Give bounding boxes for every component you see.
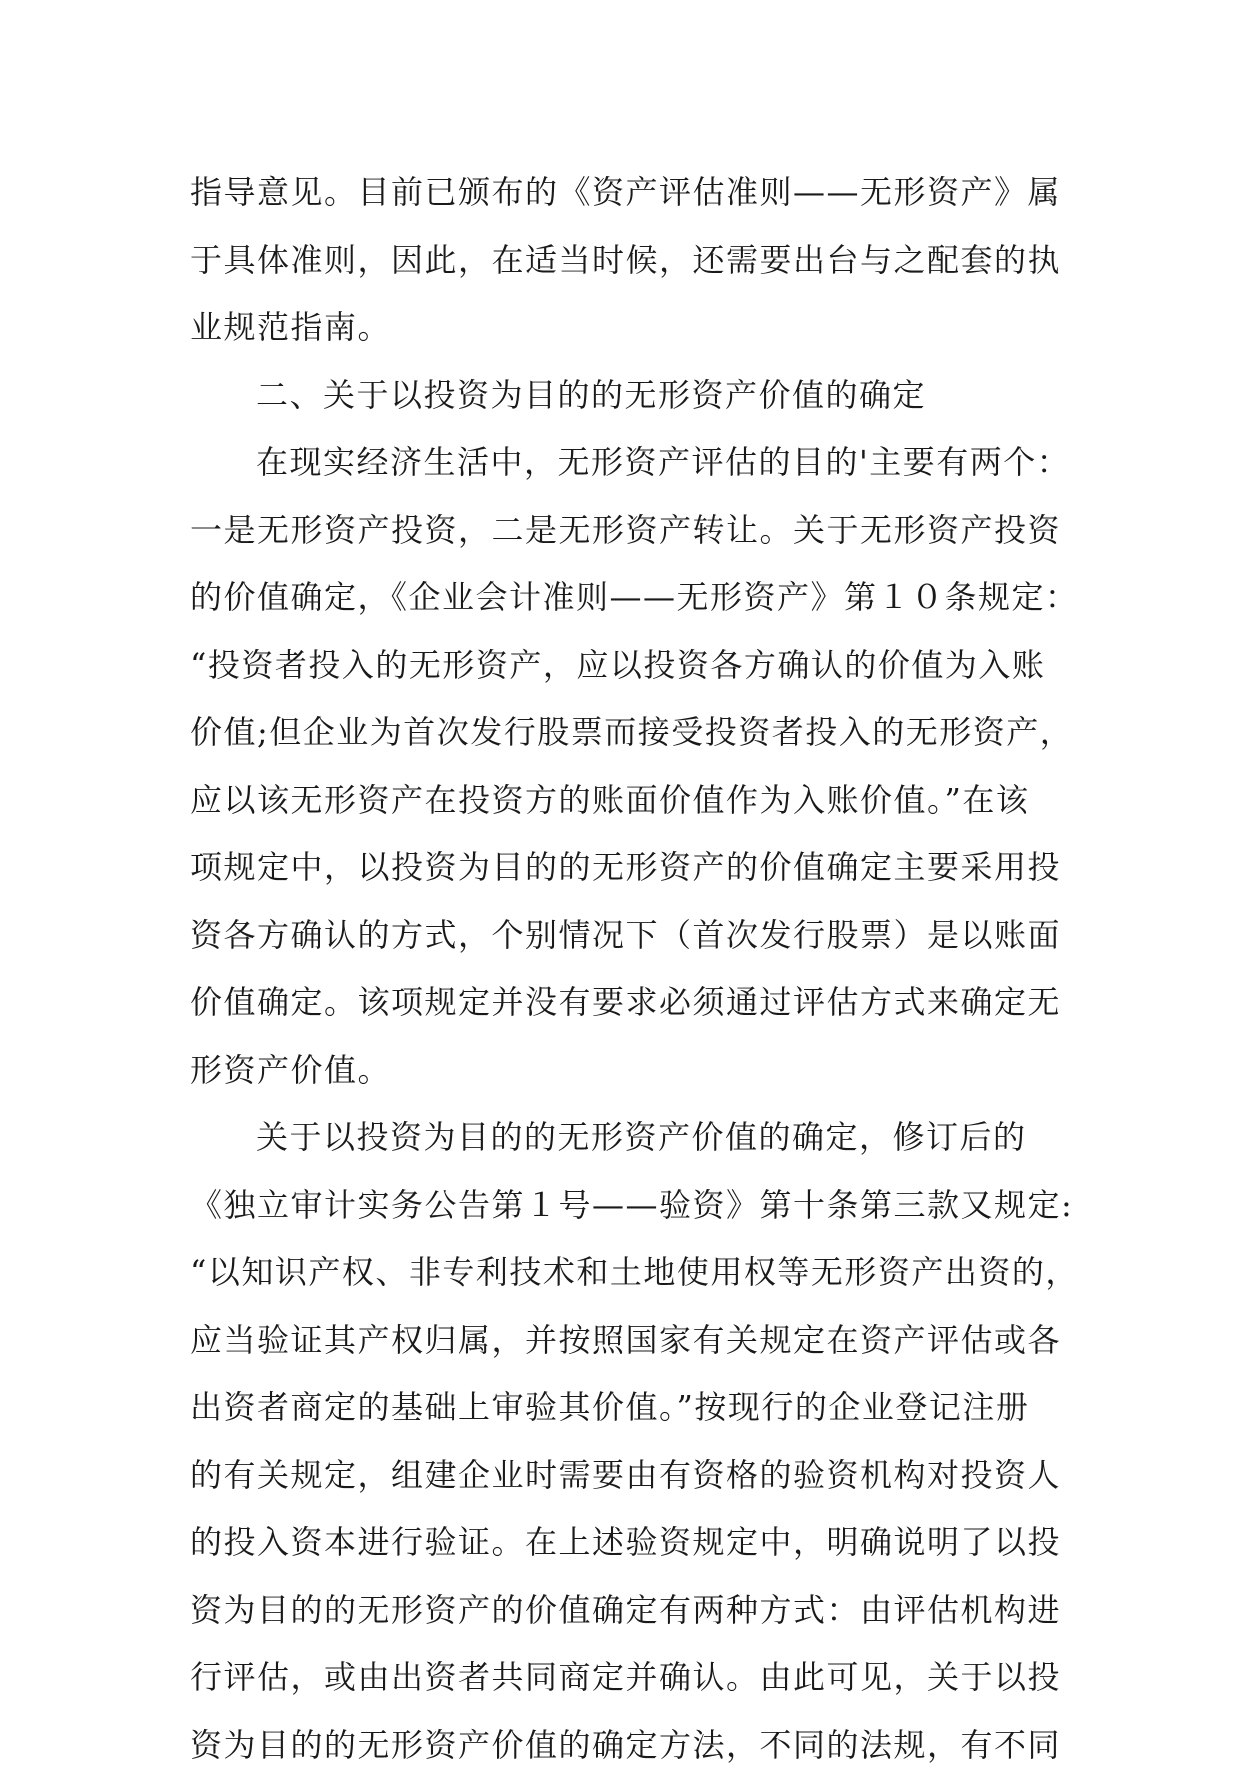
text-line: 资为目的的无形资产的价值确定有两种方式：由评估机构进	[190, 1577, 1050, 1645]
text-line: “以知识产权、非专利技术和土地使用权等无形资产出资的，	[190, 1239, 1050, 1307]
text-line: 项规定中，以投资为目的的无形资产的价值确定主要采用投	[190, 834, 1050, 902]
text-line: 在现实经济生活中，无形资产评估的目的'主要有两个：	[190, 429, 1050, 497]
text-line: 资为目的的无形资产价值的确定方法，不同的法规，有不同	[190, 1712, 1050, 1779]
text-line: 指导意见。目前已颁布的《资产评估准则——无形资产》属	[190, 159, 1050, 227]
text-line: 业规范指南。	[190, 294, 1050, 362]
text-line: 价值确定。该项规定并没有要求必须通过评估方式来确定无	[190, 969, 1050, 1037]
text-line: 行评估，或由出资者共同商定并确认。由此可见，关于以投	[190, 1644, 1050, 1712]
text-line: “投资者投入的无形资产，应以投资各方确认的价值为入账	[190, 632, 1050, 700]
text-line: 一是无形资产投资，二是无形资产转让。关于无形资产投资	[190, 497, 1050, 565]
text-line: 出资者商定的基础上审验其价值。”按现行的企业登记注册	[190, 1374, 1050, 1442]
document-body	[190, 159, 1050, 1779]
text-line: 《独立审计实务公告第１号——验资》第十条第三款又规定:	[190, 1172, 1050, 1240]
text-line: 的价值确定，《企业会计准则——无形资产》第１０条规定：	[190, 564, 1050, 632]
text-line: 的投入资本进行验证。在上述验资规定中，明确说明了以投	[190, 1509, 1050, 1577]
text-line: 的有关规定，组建企业时需要由有资格的验资机构对投资人	[190, 1442, 1050, 1510]
text-line: 应以该无形资产在投资方的账面价值作为入账价值。”在该	[190, 767, 1050, 835]
text-line: 资各方确认的方式，个别情况下（首次发行股票）是以账面	[190, 902, 1050, 970]
text-line: 形资产价值。	[190, 1037, 1050, 1105]
text-line: 应当验证其产权归属，并按照国家有关规定在资产评估或各	[190, 1307, 1050, 1375]
text-line: 关于以投资为目的的无形资产价值的确定，修订后的	[190, 1104, 1050, 1172]
text-line: 价值;但企业为首次发行股票而接受投资者投入的无形资产，	[190, 699, 1050, 767]
text-line: 二、关于以投资为目的的无形资产价值的确定	[190, 362, 1050, 430]
text-line: 于具体准则，因此，在适当时候，还需要出台与之配套的执	[190, 227, 1050, 295]
